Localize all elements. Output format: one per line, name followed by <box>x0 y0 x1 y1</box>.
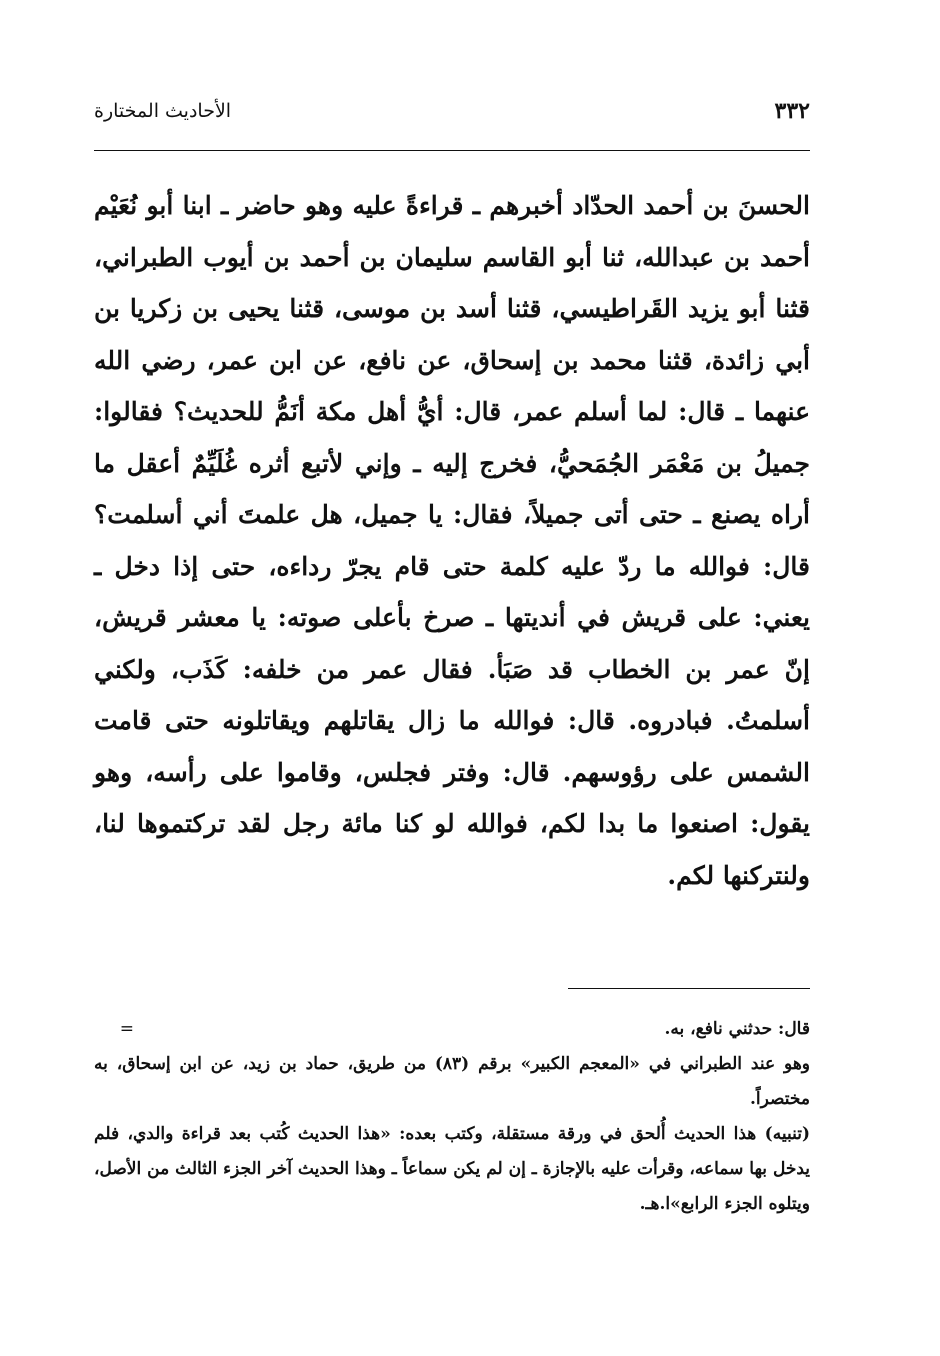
footnote-paragraph: وهو عند الطبراني في «المعجم الكبير» برقم (٨٣) من طريق، حماد بن زيد، عن ابن إسحاق، به مختصراً. <box>94 1054 810 1109</box>
page-number: ٣٣٢ <box>774 98 810 124</box>
running-head <box>94 98 810 138</box>
book-title: الأحاديث المختارة <box>94 100 232 122</box>
footnote-continuation <box>94 1012 810 1047</box>
footnotes <box>94 1012 810 1222</box>
header-rule <box>94 150 810 151</box>
footnote-note: (تنبيه) هذا الحديث أُلحق في ورقة مستقلة، وكتب بعده: «هذا الحديث كُتب بعد قراءة والدي، فلم يدخل بها سماعه، وقرأت عليه بالإجازة ـ إن لم يكن سماعاً ـ وهذا الحديث آخر الجزء الثالث من الأصل، ويتلوه الجزء الرابع»ا.هـ. <box>94 1124 810 1214</box>
main-text: الحسنَ بن أحمد الحدّاد أخبرهم ـ قراءةً عليه وهو حاضر ـ ابنا أبو نُعَيْم أحمد بن عبدالله، ثنا أبو القاسم سليمان بن أحمد بن أيوب الطبراني، قثنا أبو يزيد القَراطيسي، قثنا أسد بن موسى، قثنا يحيى بن زكريا بن أبي زائدة، قثنا محمد بن إسحاق، عن نافع، عن ابن عمر، رضي الله عنهما ـ قال: لما أسلم عمر، قال: أيُّ أهل مكة أنَمُّ للحديث؟ فقالوا: جميلُ بن مَعْمَر الجُمَحيُّ، فخرج إليه ـ وإني لأتبع أثره غُلَيِّمٌ أعقل ما أراه يصنع ـ حتى أتى جميلاً، فقال: يا جميل، هل علمتَ أني أسلمت؟ قال: فوالله ما ردّ عليه كلمة حتى قام يجرّ رداءه، حتى إذا دخل ـ يعني: على قريش في أنديتها ـ صرخ بأعلى صوته: يا معشر قريش، إنّ عمر بن الخطاب قد صَبَأ. فقال عمر من خلفه: كَذَب، ولكني أسلمتُ. فبادروه. قال: فوالله ما زال يقاتلهم ويقاتلونه حتى قامت الشمس على رؤوسهم. قال: وفتر فجلس، وقاموا على رأسه، وهو يقول: اصنعوا ما بدا لكم، فوالله لو كنا مائة رجل لقد تركتموها لنا، ولنتركنها لكم. <box>94 191 810 890</box>
footnote-rule <box>568 988 810 989</box>
continuation-marker: = <box>119 1019 134 1039</box>
footnote-line: قال: حدثني نافع، به. <box>664 1019 810 1039</box>
